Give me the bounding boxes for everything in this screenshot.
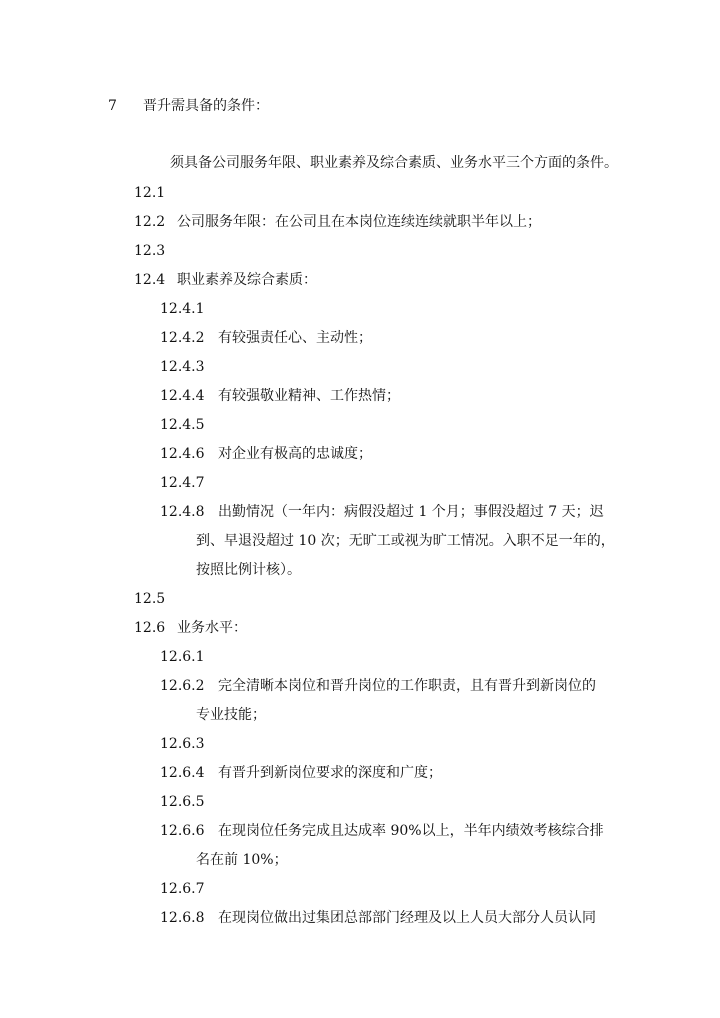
item-number: 12.1 [134, 185, 166, 201]
item-text: 有晋升到新岗位要求的深度和广度； [218, 765, 442, 781]
item-number: 12.6.3 [160, 736, 205, 752]
item-number: 12.4.1 [160, 301, 205, 317]
item-number: 12.6.2 [160, 678, 205, 694]
item-text: 完全清晰本岗位和晋升岗位的工作职责，且有晋升到新岗位的 [218, 678, 596, 694]
item-number: 12.6.4 [160, 765, 205, 781]
item-text-continuation: 到、早退没超过 10 次；无旷工或视为旷工情况。入职不足一年的， [196, 533, 615, 549]
item-text-continuation: 按照比例计核）。 [196, 562, 301, 578]
item-number: 12.4.2 [160, 330, 205, 346]
item-number: 12.6.8 [160, 910, 205, 926]
item-number: 12.6 [134, 620, 166, 636]
item-text-continuation: 专业技能； [196, 707, 266, 723]
item-text: 业务水平： [177, 620, 247, 636]
item-number: 12.4.3 [160, 359, 205, 375]
item-text: 在现岗位任务完成且达成率 90%以上，半年内绩效考核综合排 [218, 823, 604, 839]
item-number: 12.4.7 [160, 475, 205, 491]
item-number: 12.5 [134, 591, 166, 607]
item-text-continuation: 名在前 10%； [196, 852, 288, 868]
item-text: 对企业有极高的忠诚度； [218, 446, 372, 462]
item-number: 12.6.6 [160, 823, 205, 839]
item-text: 有较强敬业精神、工作热情； [218, 388, 400, 404]
item-text: 在现岗位做出过集团总部部门经理及以上人员大部分人员认同 [218, 910, 596, 926]
item-text: 出勤情况（一年内：病假没超过 1 个月；事假没超过 7 天；迟 [218, 504, 604, 520]
item-number: 12.6.1 [160, 649, 205, 665]
section-title: 晋升需具备的条件： [143, 98, 269, 114]
item-number: 12.4.6 [160, 446, 205, 462]
item-number: 12.2 [134, 214, 166, 230]
item-number: 12.6.7 [160, 881, 205, 897]
item-number: 12.4 [134, 272, 166, 288]
item-number: 12.6.5 [160, 794, 205, 810]
item-text: 职业素养及综合素质： [177, 272, 317, 288]
item-number: 12.4.8 [160, 504, 205, 520]
item-number: 12.3 [134, 243, 166, 259]
item-number: 12.4.4 [160, 388, 205, 404]
section-number: 7 [108, 98, 117, 114]
item-text: 有较强责任心、主动性； [218, 330, 372, 346]
item-number: 12.4.5 [160, 417, 205, 433]
item-text: 公司服务年限：在公司且在本岗位连续连续就职半年以上； [177, 214, 541, 230]
intro-paragraph: 须具备公司服务年限、职业素养及综合素质、业务水平三个方面的条件。 [170, 155, 618, 171]
